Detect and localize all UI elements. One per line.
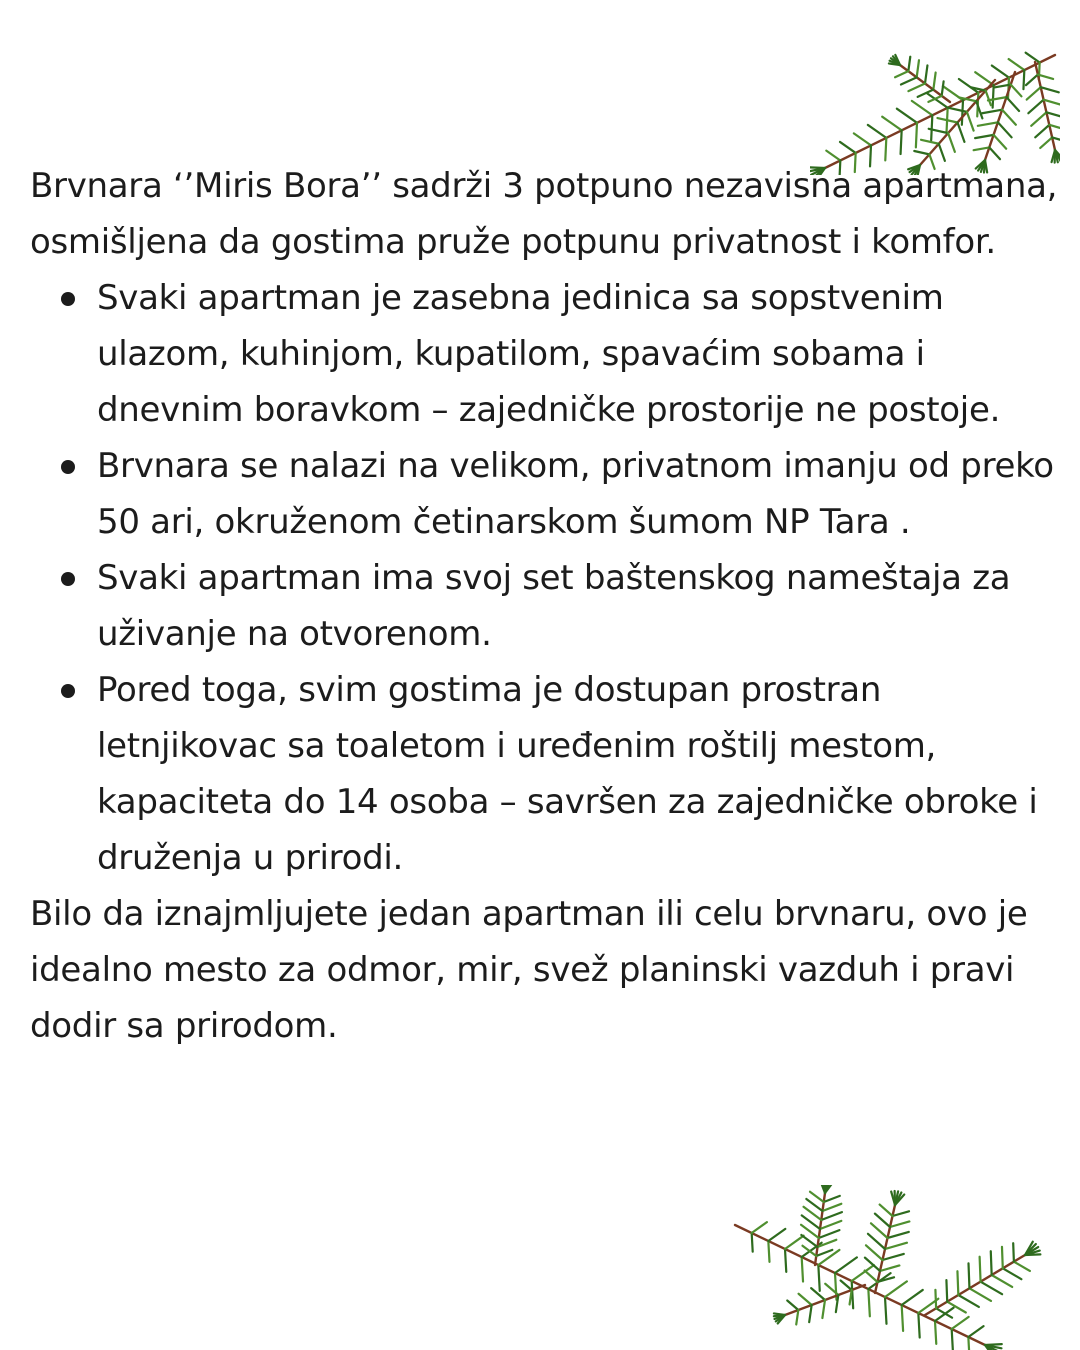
feature-list-item: Pored toga, svim gostima je dostupan prostran letnjikovac sa toaletom i uređenim roštilj mestom, kapaciteta do 14 osoba – savršen za zajedničke obroke i druženja u prirodi. (97, 662, 1060, 886)
feature-list (30, 270, 1060, 886)
feature-list-item: Svaki apartman je zasebna jedinica sa sopstvenim ulazom, kuhinjom, kupatilom, spavaćim sobama i dnevnim boravkom – zajedničke prostorije ne postoje. (97, 270, 1060, 438)
pine-branch-top-icon (810, 40, 1060, 175)
feature-list-item: Brvnara se nalazi na velikom, privatnom imanju od preko 50 ari, okruženom četinarskom šumom NP Tara . (97, 438, 1060, 550)
feature-list-item: Svaki apartman ima svoj set baštenskog nameštaja za uživanje na otvorenom. (97, 550, 1060, 662)
intro-paragraph: Brvnara ‘’Miris Bora’’ sadrži 3 potpuno nezavisna apartmana, osmišljena da gostima pruže potpunu privatnost i komfor. (30, 166, 1058, 262)
outro-paragraph: Bilo da iznajmljujete jedan apartman ili celu brvnaru, ovo je idealno mesto za odmor, mir, svež planinski vazduh i pravi dodir sa prirodom. (30, 894, 1028, 1046)
description-text (30, 158, 1060, 1054)
pine-branch-bottom-icon (725, 1185, 1045, 1350)
